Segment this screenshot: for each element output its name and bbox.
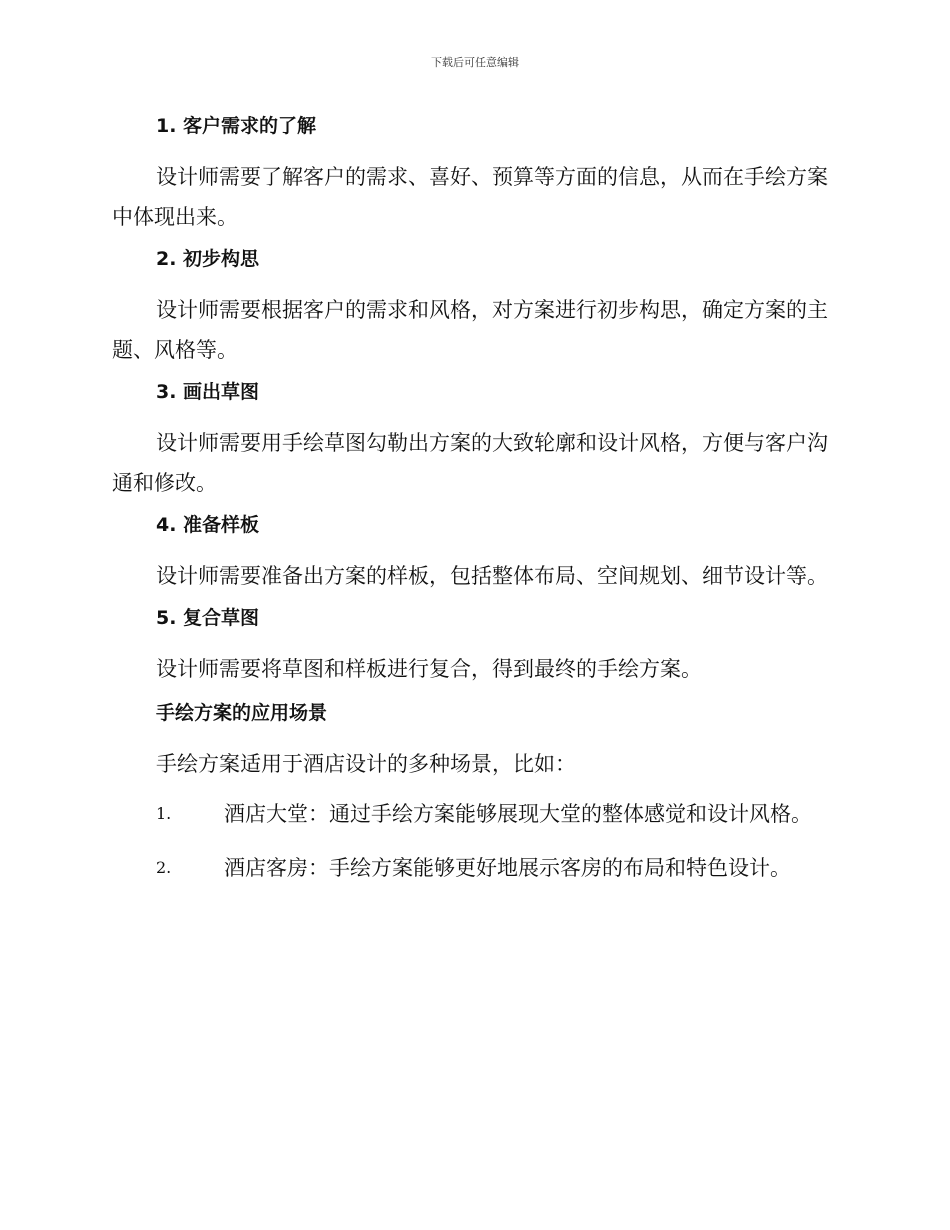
section-paragraph: 设计师需要了解客户的需求、喜好、预算等方面的信息，从而在手绘方案中体现出来。 [112, 165, 828, 229]
section-2 [112, 245, 832, 370]
list-item [112, 848, 832, 888]
section-paragraph: 设计师需要将草图和样板进行复合，得到最终的手绘方案。 [156, 657, 702, 681]
list-number: 1. [156, 804, 172, 823]
list-number: 2. [156, 858, 172, 877]
section-heading: 3. 画出草图 [156, 381, 260, 403]
section-heading: 2. 初步构思 [156, 248, 260, 270]
list-text: 酒店客房：手绘方案能够更好地展示客房的布局和特色设计。 [224, 856, 791, 880]
section-4 [112, 511, 832, 596]
section-heading: 5. 复合草图 [156, 607, 260, 629]
section-5 [112, 604, 832, 689]
section-heading: 1. 客户需求的了解 [156, 115, 317, 137]
section-heading: 4. 准备样板 [156, 514, 260, 536]
section-1 [112, 112, 832, 237]
document-body [112, 112, 832, 902]
page-header-note: 下载后可任意编辑 [431, 56, 519, 69]
section-paragraph: 设计师需要根据客户的需求和风格，对方案进行初步构思，确定方案的主题、风格等。 [112, 298, 828, 362]
list-item [112, 794, 832, 834]
application-section [112, 699, 832, 888]
section-3 [112, 378, 832, 503]
section-paragraph: 设计师需要准备出方案的样板，包括整体布局、空间规划、细节设计等。 [156, 564, 828, 588]
application-heading: 手绘方案的应用场景 [156, 702, 328, 724]
section-paragraph: 设计师需要用手绘草图勾勒出方案的大致轮廓和设计风格，方便与客户沟通和修改。 [112, 431, 828, 495]
list-text: 酒店大堂：通过手绘方案能够展现大堂的整体感觉和设计风格。 [224, 802, 812, 826]
application-intro: 手绘方案适用于酒店设计的多种场景，比如： [156, 752, 576, 776]
